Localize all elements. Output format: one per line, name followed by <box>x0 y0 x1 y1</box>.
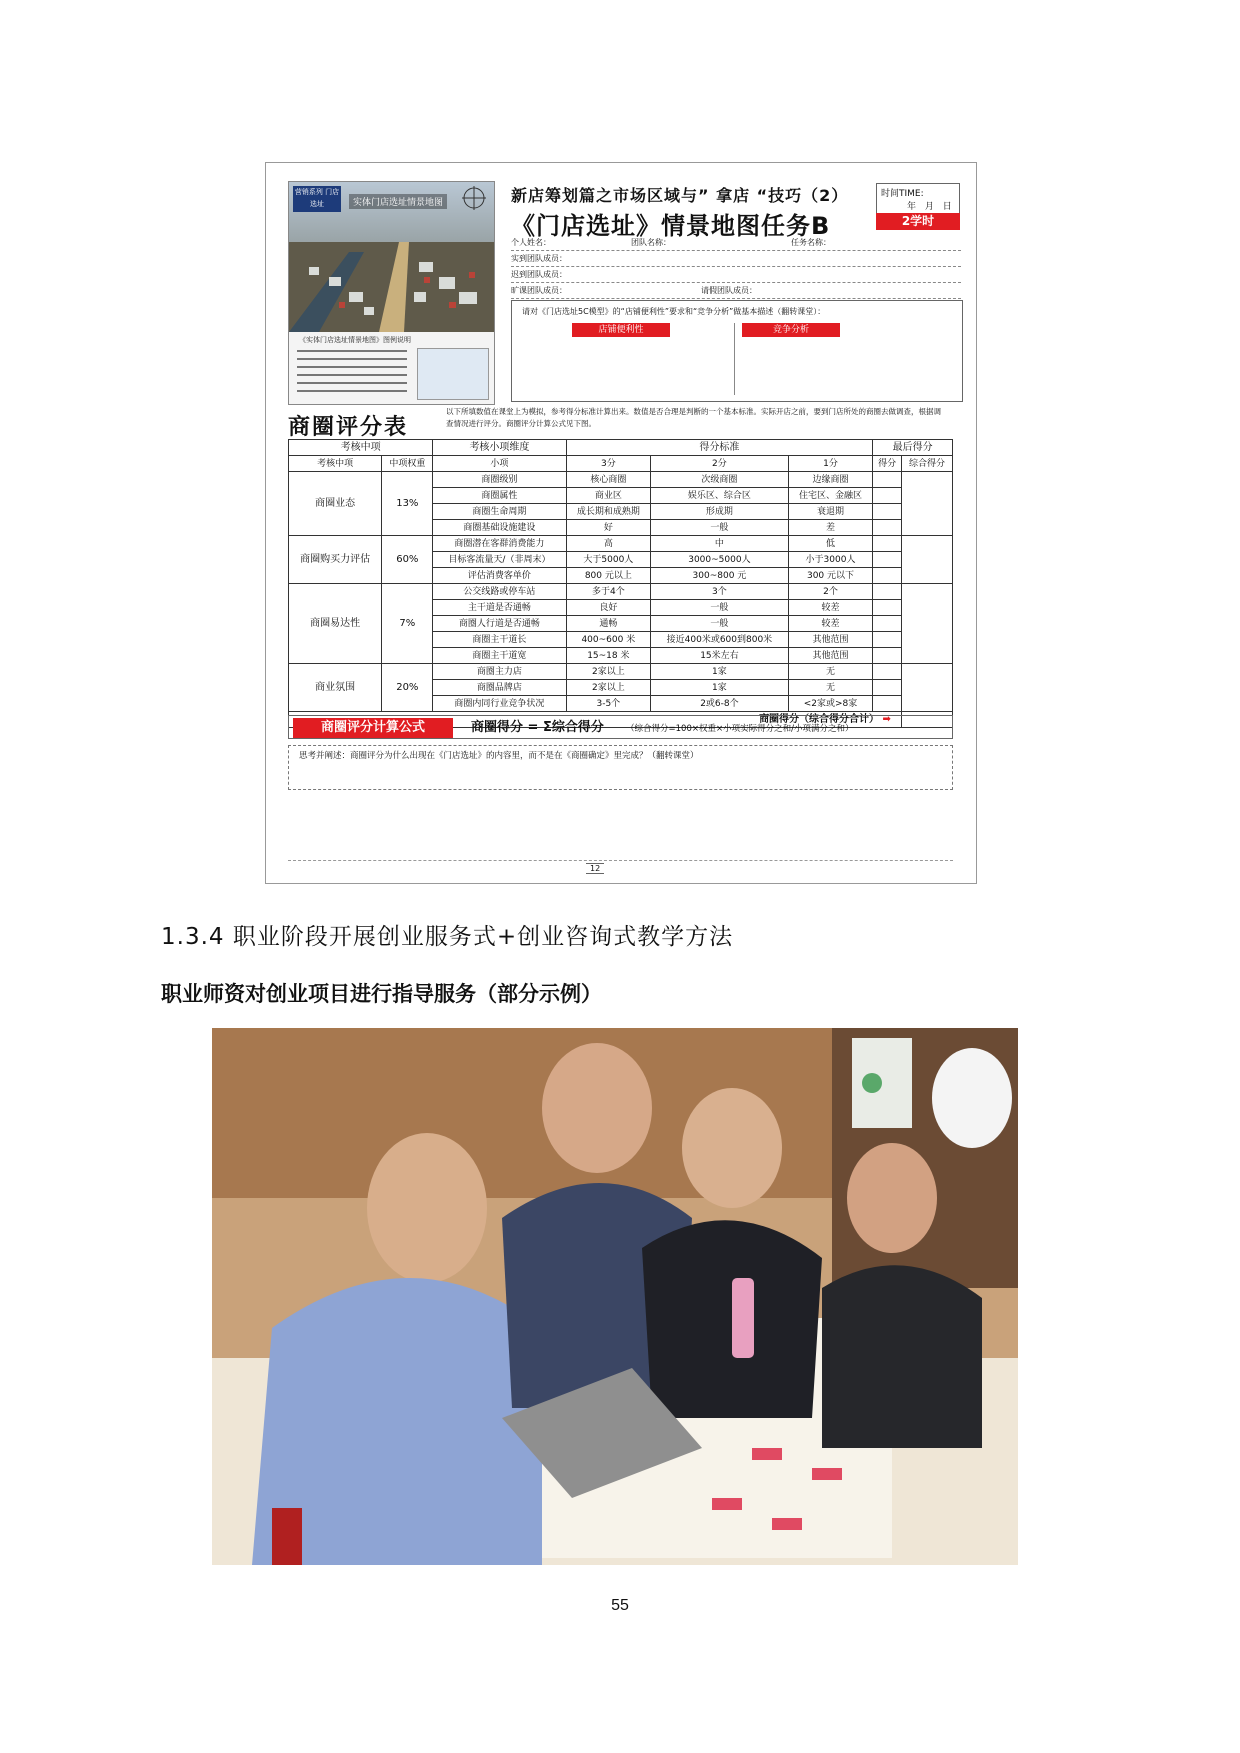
item-name: 目标客流量天/（非周末） <box>433 552 566 568</box>
column-header: 2分 <box>651 456 789 472</box>
score-criterion: 2或6-8个 <box>651 696 789 712</box>
late-field-label: 迟到团队成员： <box>511 270 567 279</box>
hours-badge: 2学时 <box>876 213 960 230</box>
formula: 商圈得分 = Σ综合得分 <box>471 720 604 735</box>
column-header: 综合得分 <box>901 456 952 472</box>
item-name: 商圈潜在客群消费能力 <box>433 536 566 552</box>
item-name: 商圈主力店 <box>433 664 566 680</box>
column-header: 1分 <box>788 456 873 472</box>
score-criterion: 其他范围 <box>788 648 873 664</box>
score-criterion: 高 <box>566 536 651 552</box>
item-name: 商圈属性 <box>433 488 566 504</box>
score-cell <box>873 504 902 520</box>
score-criterion: 一般 <box>651 600 789 616</box>
think-prompt: 思考并阐述：商圈评分为什么出现在《门店选址》的内容里，而不是在《商圈确定》里完成？（翻转课堂） <box>299 751 699 761</box>
score-cell <box>873 600 902 616</box>
score-criterion: 无 <box>788 680 873 696</box>
score-cell <box>873 552 902 568</box>
score-criterion: 小于3000人 <box>788 552 873 568</box>
table-row <box>289 584 953 600</box>
score-criterion: 一般 <box>651 616 789 632</box>
item-name: 商圈人行道是否通畅 <box>433 616 566 632</box>
item-name: 公交线路或停车站 <box>433 584 566 600</box>
category-weight: 13% <box>382 472 433 536</box>
score-criterion: 大于5000人 <box>566 552 651 568</box>
formula-label: 商圈评分计算公式 <box>293 718 453 738</box>
column-header: 得分 <box>873 456 902 472</box>
group-header: 考核中项 <box>289 440 433 456</box>
score-criterion: 形成期 <box>651 504 789 520</box>
column-header: 考核中项 <box>289 456 382 472</box>
time-box <box>876 183 960 215</box>
name-field-label: 个人姓名： <box>511 238 551 247</box>
score-criterion: 1家 <box>651 680 789 696</box>
score-criterion: 商业区 <box>566 488 651 504</box>
total-score-cell <box>901 536 952 584</box>
score-criterion: 娱乐区、综合区 <box>651 488 789 504</box>
score-criterion: <2家或>8家 <box>788 696 873 712</box>
score-criterion: 3个 <box>651 584 789 600</box>
item-name: 评估消费客单价 <box>433 568 566 584</box>
category-weight: 20% <box>382 664 433 712</box>
table-row <box>289 664 953 680</box>
score-criterion: 较差 <box>788 616 873 632</box>
category-name: 商业氛围 <box>289 664 382 712</box>
absent-field-label: 旷课团队成员： <box>511 286 567 295</box>
convenience-label: 店铺便利性 <box>572 323 670 337</box>
score-criterion: 2家以上 <box>566 664 651 680</box>
category-name: 商圈易达性 <box>289 584 382 664</box>
form-row-2 <box>511 251 961 267</box>
scenario-map <box>288 181 495 405</box>
score-criterion: 800 元以上 <box>566 568 651 584</box>
time-label: 时间TIME: <box>881 189 924 199</box>
arrow-right-icon: ➡ <box>882 713 891 725</box>
table-group-header-row <box>289 440 953 456</box>
time-fields: 年 月 日 <box>907 202 955 212</box>
score-criterion: 1家 <box>651 664 789 680</box>
item-name: 主干道是否通畅 <box>433 600 566 616</box>
form-row-1 <box>511 235 961 251</box>
score-criterion: 多于4个 <box>566 584 651 600</box>
form-row-4 <box>511 283 961 299</box>
think-box <box>288 745 953 790</box>
score-criterion: 边缘商圈 <box>788 472 873 488</box>
page-number: 55 <box>611 1597 629 1614</box>
series-logo: 营销系列 门店选址 <box>293 186 341 212</box>
worksheet-title: 《门店选址》情景地图任务B <box>511 212 831 240</box>
worksheet-image <box>265 162 977 884</box>
score-criterion: 15米左右 <box>651 648 789 664</box>
present-field-label: 实到团队成员： <box>511 254 567 263</box>
item-name: 商圈品牌店 <box>433 680 566 696</box>
score-criterion: 差 <box>788 520 873 536</box>
item-name: 商圈主干道长 <box>433 632 566 648</box>
score-criterion: 一般 <box>651 520 789 536</box>
score-criterion: 中 <box>651 536 789 552</box>
score-criterion: 其他范围 <box>788 632 873 648</box>
score-criterion: 好 <box>566 520 651 536</box>
formula-detail: （综合得分=100×权重×小项实际得分之和/小项满分之和） <box>626 724 854 734</box>
table-header-row <box>289 456 953 472</box>
score-criterion: 通畅 <box>566 616 651 632</box>
total-score-cell <box>901 472 952 536</box>
score-criterion: 核心商圈 <box>566 472 651 488</box>
score-criterion: 良好 <box>566 600 651 616</box>
score-cell <box>873 584 902 600</box>
category-name: 商圈购买力评估 <box>289 536 382 584</box>
score-criterion: 成长期和成熟期 <box>566 504 651 520</box>
score-criterion: 较差 <box>788 600 873 616</box>
table-row <box>289 472 953 488</box>
score-criterion: 无 <box>788 664 873 680</box>
score-criterion: 住宅区、金融区 <box>788 488 873 504</box>
score-criterion: 300 元以下 <box>788 568 873 584</box>
legend-title: 《实体门店选址情景地图》图例说明 <box>299 336 411 344</box>
group-header: 得分标准 <box>566 440 873 456</box>
worksheet-page-number: 12 <box>586 863 604 874</box>
competition-label: 竞争分析 <box>742 323 840 337</box>
score-cell <box>873 568 902 584</box>
score-criterion: 300~800 元 <box>651 568 789 584</box>
score-cell <box>873 696 902 712</box>
table-row <box>289 536 953 552</box>
score-criterion: 2个 <box>788 584 873 600</box>
item-name: 商圈基础设施建设 <box>433 520 566 536</box>
item-name: 商圈主干道宽 <box>433 648 566 664</box>
map-legend <box>289 332 494 404</box>
section-heading: 1.3.4 职业阶段开展创业服务式+创业咨询式教学方法 <box>161 924 734 950</box>
score-cell <box>873 472 902 488</box>
category-weight: 60% <box>382 536 433 584</box>
category-name: 商圈业态 <box>289 472 382 536</box>
score-criterion: 15~18 米 <box>566 648 651 664</box>
score-cell <box>873 632 902 648</box>
group-header: 考核小项维度 <box>433 440 566 456</box>
column-header: 中项权重 <box>382 456 433 472</box>
score-table-note: 以下所填数值在课堂上为模拟，参考得分标准计算出来。数值是否合理是判断的一个基本标准。实际开店之前，要到门店所处的商圈去做调查，根据调查情况进行评分。商圈评分计算公式见下图。 <box>446 407 941 428</box>
score-criterion: 3000~5000人 <box>651 552 789 568</box>
score-criterion: 3-5个 <box>566 696 651 712</box>
score-cell <box>873 536 902 552</box>
score-cell <box>873 664 902 680</box>
item-name: 商圈内同行业竞争状况 <box>433 696 566 712</box>
score-criterion: 低 <box>788 536 873 552</box>
item-name: 商圈生命周期 <box>433 504 566 520</box>
total-score-cell <box>901 664 952 712</box>
sum-label-text: 商圈得分（综合得分合计） <box>759 713 883 725</box>
task-field-label: 任务名称： <box>791 238 831 247</box>
section-subheading: 职业师资对创业项目进行指导服务（部分示例） <box>161 982 602 1006</box>
score-criterion: 次级商圈 <box>651 472 789 488</box>
leave-field-label: 请假团队成员： <box>701 286 757 295</box>
legend-illustration <box>417 348 489 400</box>
item-name: 商圈级别 <box>433 472 566 488</box>
column-header: 3分 <box>566 456 651 472</box>
score-criterion: 400~600 米 <box>566 632 651 648</box>
group-header: 最后得分 <box>873 440 953 456</box>
score-cell <box>873 488 902 504</box>
score-cell <box>873 680 902 696</box>
team-field-label: 团队名称： <box>631 238 671 247</box>
mentoring-photo <box>212 1028 1018 1565</box>
map-title: 实体门店选址情景地图 <box>349 194 447 209</box>
score-cell <box>873 520 902 536</box>
score-criterion: 2家以上 <box>566 680 651 696</box>
total-score-cell <box>901 584 952 664</box>
score-table-title: 商圈评分表 <box>288 415 409 440</box>
score-criterion: 衰退期 <box>788 504 873 520</box>
description-box <box>511 300 963 402</box>
description-instruction: 请对《门店选址5C模型》的“店铺便利性”要求和“竞争分析”做基本描述（翻转课堂）： <box>522 307 826 316</box>
score-cell <box>873 616 902 632</box>
score-criterion: 接近400米或600到800米 <box>651 632 789 648</box>
worksheet-subtitle: 新店筹划篇之市场区域与” 拿店 “技巧（2） <box>511 186 849 205</box>
form-row-3 <box>511 267 961 283</box>
score-cell <box>873 648 902 664</box>
column-header: 小项 <box>433 456 566 472</box>
score-table <box>288 439 953 728</box>
category-weight: 7% <box>382 584 433 664</box>
